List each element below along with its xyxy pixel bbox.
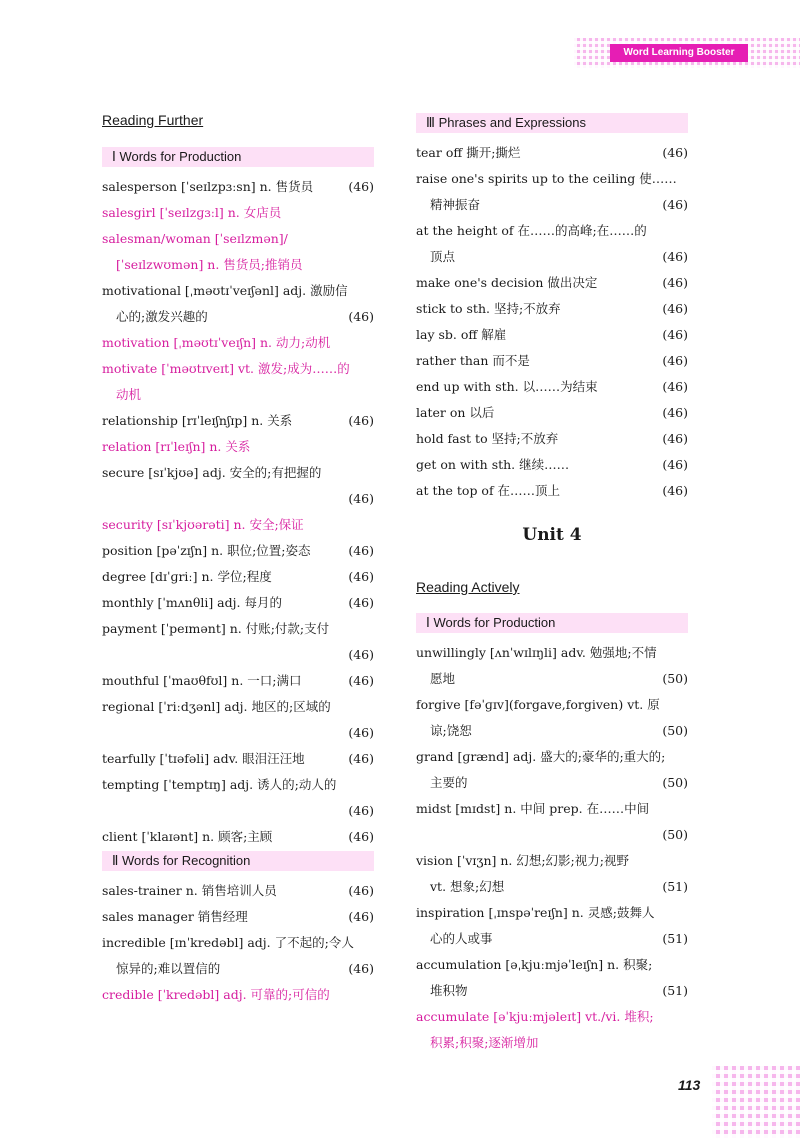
entry-text: 谅;饶恕	[430, 723, 472, 738]
entry-headline	[416, 374, 688, 400]
entry-text: relation [rɪˈleɪʃn] n. 关系	[102, 439, 251, 454]
entry-page-ref: (46)	[348, 829, 374, 844]
entry-page-ref: (46)	[662, 197, 688, 212]
entry-text: 积累;积聚;逐渐增加	[430, 1035, 539, 1050]
entry-text: 精神振奋	[430, 197, 481, 212]
entry-headline	[416, 640, 688, 666]
entry-headline	[416, 848, 688, 874]
vocab-entry	[102, 590, 374, 616]
entry-page-ref: (46)	[662, 275, 688, 290]
entry-headline	[102, 904, 374, 930]
entry-text: sales-trainer n. 销售培训人员	[102, 883, 277, 898]
entry-text: sales manager 销售经理	[102, 909, 248, 924]
entry-headline	[416, 426, 688, 452]
subsection-bar-words-production: Ⅰ Words for Production	[102, 147, 374, 167]
entry-page-ref: (46)	[348, 179, 374, 194]
entry-text: [ˈseɪlzwʊmən] n. 售货员;推销员	[116, 257, 303, 272]
entry-headline	[102, 564, 374, 590]
vocab-entry	[416, 218, 688, 270]
entry-text: secure [sɪˈkjʊə] adj. 安全的;有把握的	[102, 465, 322, 480]
entry-page-ref: (46)	[348, 803, 374, 818]
entry-text: degree [dɪˈɡriː] n. 学位;程度	[102, 569, 272, 584]
subsection-bar-words-production-2: Ⅰ Words for Production	[416, 613, 688, 633]
entry-page-ref: (46)	[348, 725, 374, 740]
vocab-entry	[416, 322, 688, 348]
entry-text: tear off 撕开;撕烂	[416, 145, 521, 160]
entry-headline	[416, 296, 688, 322]
entry-text: 惊异的;难以置信的	[116, 961, 221, 976]
entry-headline	[102, 200, 374, 226]
vocab-entry	[416, 348, 688, 374]
vocab-entry	[102, 434, 374, 460]
entry-headline	[102, 278, 374, 304]
entry-continuation	[102, 720, 374, 746]
entry-headline	[416, 322, 688, 348]
entry-text: midst [mɪdst] n. 中间 prep. 在……中间	[416, 801, 650, 816]
entry-headline	[102, 746, 374, 772]
entry-headline	[416, 478, 688, 504]
entry-text: lay sb. off 解雇	[416, 327, 507, 342]
subsection-bar-phrases: Ⅲ Phrases and Expressions	[416, 113, 688, 133]
vocab-entry	[416, 140, 688, 166]
vocab-entry	[102, 930, 374, 982]
entry-text: unwillingly [ʌnˈwɪlɪŋli] adv. 勉强地;不情	[416, 645, 657, 660]
entry-headline	[102, 616, 374, 642]
section-title-reading-further: Reading Further	[102, 112, 204, 128]
entry-headline	[416, 218, 688, 244]
entry-page-ref: (46)	[662, 379, 688, 394]
entry-page-ref: (50)	[662, 775, 688, 790]
entry-continuation	[416, 244, 688, 270]
vocab-entry	[416, 270, 688, 296]
vocab-list-left-2	[102, 878, 374, 1008]
section-title-reading-actively: Reading Actively	[416, 579, 520, 595]
vocab-entry	[102, 408, 374, 434]
entry-text: motivational [ˌməʊtɪˈveɪʃənl] adj. 激励信	[102, 283, 348, 298]
entry-headline	[102, 668, 374, 694]
entry-text: 动机	[116, 387, 142, 402]
entry-text: security [sɪˈkjʊərəti] n. 安全;保证	[102, 517, 304, 532]
entry-text: at the height of 在……的高峰;在……的	[416, 223, 647, 238]
entry-headline	[416, 270, 688, 296]
entry-continuation	[416, 666, 688, 692]
entry-page-ref: (46)	[662, 483, 688, 498]
entry-headline	[416, 796, 688, 822]
vocab-entry	[416, 796, 688, 848]
entry-headline	[102, 590, 374, 616]
entry-continuation	[102, 304, 374, 330]
vocab-entry	[102, 746, 374, 772]
entry-text: regional [ˈriːdʒənl] adj. 地区的;区域的	[102, 699, 331, 714]
entry-page-ref: (46)	[348, 595, 374, 610]
entry-text: stick to sth. 坚持;不放弃	[416, 301, 561, 316]
vocab-entry	[102, 564, 374, 590]
entry-continuation	[416, 192, 688, 218]
entry-headline	[102, 356, 374, 382]
entry-text: mouthful [ˈmaʊθfʊl] n. 一口;满口	[102, 673, 302, 688]
entry-headline	[102, 330, 374, 356]
entry-page-ref: (46)	[348, 309, 374, 324]
vocab-entry	[416, 848, 688, 900]
header-banner-label: Word Learning Booster	[610, 44, 748, 62]
entry-text: motivation [ˌməʊtɪˈveɪʃn] n. 动力;动机	[102, 335, 331, 350]
entry-headline	[102, 408, 374, 434]
entry-page-ref: (50)	[662, 671, 688, 686]
vocab-list-left-1	[102, 174, 374, 850]
entry-continuation	[416, 1030, 688, 1056]
footer-checker-pattern	[712, 1066, 800, 1138]
vocab-entry	[102, 512, 374, 538]
entry-continuation	[102, 956, 374, 982]
vocab-list-right-2	[416, 640, 688, 1056]
entry-headline	[102, 434, 374, 460]
entry-continuation	[416, 770, 688, 796]
vocab-entry	[416, 692, 688, 744]
entry-continuation	[416, 978, 688, 1004]
entry-headline	[102, 878, 374, 904]
entry-continuation	[102, 798, 374, 824]
entry-text: payment [ˈpeɪmənt] n. 付账;付款;支付	[102, 621, 330, 636]
entry-page-ref: (46)	[662, 327, 688, 342]
entry-text: get on with sth. 继续……	[416, 457, 570, 472]
entry-text: credible [ˈkredəbl] adj. 可靠的;可信的	[102, 987, 330, 1002]
vocab-entry	[416, 478, 688, 504]
entry-text: make one's decision 做出决定	[416, 275, 598, 290]
vocab-entry	[416, 426, 688, 452]
entry-page-ref: (50)	[662, 723, 688, 738]
entry-text: salesman/woman [ˈseɪlzmən]/	[102, 231, 288, 246]
vocab-entry	[102, 356, 374, 408]
vocab-entry	[102, 538, 374, 564]
entry-text: tempting [ˈtemptɪŋ] adj. 诱人的;动人的	[102, 777, 337, 792]
vocab-entry	[416, 900, 688, 952]
entry-text: monthly [ˈmʌnθli] adj. 每月的	[102, 595, 282, 610]
entry-text: tearfully [ˈtɪəfəli] adv. 眼泪汪汪地	[102, 751, 305, 766]
entry-text: 顶点	[430, 249, 456, 264]
entry-continuation	[416, 822, 688, 848]
entry-continuation	[102, 382, 374, 408]
entry-page-ref: (51)	[662, 931, 688, 946]
vocab-entry	[416, 374, 688, 400]
entry-text: accumulate [əˈkjuːmjəleɪt] vt./vi. 堆积;	[416, 1009, 654, 1024]
entry-text: vision [ˈvɪʒn] n. 幻想;幻影;视力;视野	[416, 853, 629, 868]
entry-text: end up with sth. 以……为结束	[416, 379, 598, 394]
entry-text: inspiration [ˌɪnspəˈreɪʃn] n. 灵感;鼓舞人	[416, 905, 655, 920]
vocab-entry	[102, 200, 374, 226]
vocab-entry	[102, 330, 374, 356]
vocab-entry	[102, 694, 374, 746]
entry-text: grand [ɡrænd] adj. 盛大的;豪华的;重大的;	[416, 749, 666, 764]
entry-text: forgive [fəˈɡɪv](forgave,forgiven) vt. 原	[416, 697, 660, 712]
vocab-entry	[416, 1004, 688, 1056]
entry-headline	[416, 744, 688, 770]
vocab-entry	[102, 616, 374, 668]
phrase-list-right	[416, 140, 688, 504]
entry-text: relationship [rɪˈleɪʃnʃɪp] n. 关系	[102, 413, 293, 428]
entry-page-ref: (46)	[662, 405, 688, 420]
entry-headline	[416, 140, 688, 166]
entry-text: salesperson [ˈseɪlzpɜːsn] n. 售货员	[102, 179, 314, 194]
entry-headline	[416, 900, 688, 926]
entry-headline	[102, 772, 374, 798]
entry-headline	[102, 174, 374, 200]
entry-text: at the top of 在……顶上	[416, 483, 561, 498]
vocab-entry	[102, 904, 374, 930]
entry-continuation	[102, 252, 374, 278]
entry-headline	[102, 930, 374, 956]
entry-text: raise one's spirits up to the ceiling 使……	[416, 171, 677, 186]
vocab-entry	[102, 824, 374, 850]
entry-text: motivate [ˈməʊtɪveɪt] vt. 激发;成为……的	[102, 361, 350, 376]
entry-text: 愿地	[430, 671, 456, 686]
vocab-entry	[416, 166, 688, 218]
entry-page-ref: (46)	[348, 673, 374, 688]
entry-page-ref: (46)	[662, 457, 688, 472]
entry-continuation	[102, 486, 374, 512]
vocab-entry	[102, 278, 374, 330]
entry-continuation	[102, 642, 374, 668]
entry-text: salesgirl [ˈseɪlzɡɜːl] n. 女店员	[102, 205, 282, 220]
entry-headline	[416, 692, 688, 718]
vocab-entry	[102, 460, 374, 512]
entry-headline	[102, 512, 374, 538]
entry-page-ref: (50)	[662, 827, 688, 842]
entry-page-ref: (46)	[662, 431, 688, 446]
entry-headline	[416, 400, 688, 426]
entry-text: hold fast to 坚持;不放弃	[416, 431, 559, 446]
entry-page-ref: (51)	[662, 879, 688, 894]
vocab-entry	[416, 452, 688, 478]
entry-page-ref: (46)	[348, 883, 374, 898]
entry-continuation	[416, 718, 688, 744]
vocab-entry	[102, 174, 374, 200]
entry-headline	[102, 460, 374, 486]
vocab-entry	[416, 952, 688, 1004]
entry-page-ref: (46)	[348, 491, 374, 506]
entry-page-ref: (46)	[348, 543, 374, 558]
vocab-entry	[416, 640, 688, 692]
entry-text: position [pəˈzɪʃn] n. 职位;位置;姿态	[102, 543, 311, 558]
entry-page-ref: (46)	[348, 569, 374, 584]
page-number: 113	[678, 1077, 701, 1093]
vocab-entry	[102, 878, 374, 904]
entry-headline	[102, 226, 374, 252]
entry-continuation	[416, 926, 688, 952]
vocab-entry	[102, 226, 374, 278]
entry-page-ref: (46)	[348, 647, 374, 662]
entry-headline	[102, 694, 374, 720]
entry-text: incredible [ɪnˈkredəbl] adj. 了不起的;令人	[102, 935, 354, 950]
entry-page-ref: (46)	[348, 751, 374, 766]
vocab-entry	[416, 296, 688, 322]
entry-text: 堆积物	[430, 983, 468, 998]
subsection-bar-words-recognition: Ⅱ Words for Recognition	[102, 851, 374, 871]
entry-headline	[416, 452, 688, 478]
entry-text: accumulation [əˌkjuːmjəˈleɪʃn] n. 积聚;	[416, 957, 653, 972]
entry-page-ref: (46)	[662, 249, 688, 264]
entry-page-ref: (46)	[348, 413, 374, 428]
entry-text: 主要的	[430, 775, 468, 790]
entry-text: rather than 而不是	[416, 353, 530, 368]
vocab-entry	[102, 982, 374, 1008]
entry-headline	[416, 1004, 688, 1030]
vocab-entry	[416, 744, 688, 796]
entry-text: 心的人或事	[430, 931, 493, 946]
entry-text: vt. 想象;幻想	[430, 879, 505, 894]
entry-headline	[416, 348, 688, 374]
entry-page-ref: (46)	[348, 961, 374, 976]
entry-page-ref: (46)	[348, 909, 374, 924]
unit-heading: Unit 4	[522, 525, 582, 545]
entry-headline	[102, 982, 374, 1008]
entry-page-ref: (46)	[662, 145, 688, 160]
entry-text: later on 以后	[416, 405, 495, 420]
entry-page-ref: (46)	[662, 353, 688, 368]
entry-page-ref: (46)	[662, 301, 688, 316]
entry-headline	[416, 952, 688, 978]
entry-text: client [ˈklaɪənt] n. 顾客;主顾	[102, 829, 273, 844]
entry-headline	[102, 538, 374, 564]
entry-continuation	[416, 874, 688, 900]
entry-headline	[416, 166, 688, 192]
vocab-entry	[102, 772, 374, 824]
vocab-entry	[416, 400, 688, 426]
entry-headline	[102, 824, 374, 850]
vocab-entry	[102, 668, 374, 694]
entry-page-ref: (51)	[662, 983, 688, 998]
entry-text: 心的;激发兴趣的	[116, 309, 208, 324]
